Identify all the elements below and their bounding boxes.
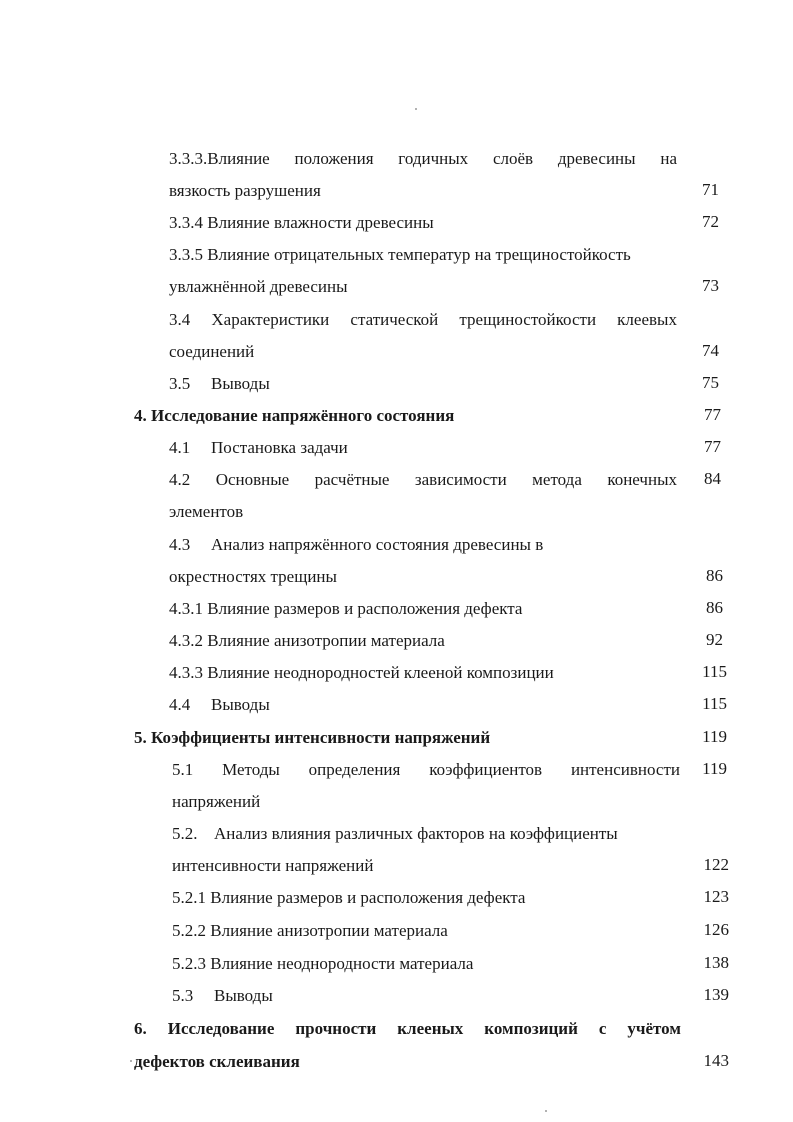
toc-page-number: 84 (704, 469, 721, 488)
toc-entry-text: интенсивности напряжений (172, 856, 374, 875)
toc-word: определения (308, 760, 401, 779)
toc-entry-3-5: Выводы (211, 374, 270, 393)
toc-entry-text: элементов (169, 502, 244, 521)
toc-page-number: 77 (704, 437, 721, 456)
toc-entry-5-2-3: 5.2.3 Влияние неоднородности материала (172, 954, 474, 973)
toc-entry-5-2-2: 5.2.2 Влияние анизотропии материала (172, 921, 448, 940)
toc-entry-5-2-1: 5.2.1 Влияние размеров и расположения дефекта (172, 888, 526, 907)
toc-page-number: 119 (702, 759, 727, 778)
toc-entry-number: 4.3 (169, 535, 191, 554)
toc-page-number: 71 (702, 180, 719, 199)
toc-page-number: 72 (702, 212, 719, 231)
toc-chapter-6 (134, 1018, 681, 1040)
toc-entry-5-1 (172, 759, 680, 781)
scan-speck (545, 1110, 547, 1112)
toc-word: интенсивности (570, 760, 680, 779)
toc-word: Методы (222, 760, 280, 779)
toc-page-number: 119 (702, 727, 727, 746)
toc-entry-3-3-5: 3.3.5 Влияние отрицательных температур на трещиностойкость (169, 245, 631, 264)
toc-entry-number: 3.5 (169, 374, 191, 393)
toc-word: клееных (397, 1019, 464, 1038)
toc-page-number: 123 (703, 887, 729, 906)
toc-word: с (598, 1019, 607, 1038)
toc-entry-text: вязкость разрушения (169, 181, 321, 200)
toc-entry-text: напряжений (172, 792, 261, 811)
toc-page-number: 126 (703, 920, 729, 939)
toc-page-number: 115 (702, 694, 727, 713)
toc-entry-3-3-4: 3.3.4 Влияние влажности древесины (169, 213, 434, 232)
toc-word: клеевых (617, 310, 677, 329)
toc-entry-number: 5.3 (172, 986, 194, 1005)
toc-word: статической (350, 310, 439, 329)
toc-word: зависимости (414, 470, 507, 489)
toc-page-number: 122 (703, 855, 729, 874)
toc-entry-5-2: Анализ влияния различных факторов на коэффициенты (214, 824, 618, 843)
toc-entry-4-3: Анализ напряжённого состояния древесины в (211, 535, 544, 554)
toc-word: слоёв (492, 149, 534, 168)
toc-word: 4.2 (169, 470, 191, 489)
toc-entry-text: окрестностях трещины (169, 567, 337, 586)
toc-word: композиций (484, 1019, 578, 1038)
toc-page-number: 77 (704, 405, 721, 424)
toc-word: коэффициентов (429, 760, 543, 779)
toc-word: расчётные (314, 470, 390, 489)
toc-chapter-4: 4. Исследование напряжённого состояния (134, 406, 455, 425)
toc-entry-4-3-2: 4.3.2 Влияние анизотропии материала (169, 631, 445, 650)
toc-entry-4-3-1: 4.3.1 Влияние размеров и расположения дефекта (169, 599, 523, 618)
toc-entry-text: увлажнённой древесины (169, 277, 348, 296)
toc-word: учётом (627, 1019, 681, 1038)
toc-page-number: 86 (706, 598, 723, 617)
toc-entry-4-3-3: 4.3.3 Влияние неоднородностей клееной композиции (169, 663, 554, 682)
toc-entry-number: 5.2. (172, 824, 198, 843)
toc-page-number: 138 (703, 953, 729, 972)
toc-entry-4-4: Выводы (211, 695, 270, 714)
toc-page-number: 92 (706, 630, 723, 649)
toc-word: Характеристики (211, 310, 330, 329)
toc-entry-text: дефектов склеивания (134, 1052, 300, 1071)
toc-word: Основные (215, 470, 290, 489)
toc-word: прочности (295, 1019, 377, 1038)
toc-page-number: 143 (703, 1051, 729, 1070)
toc-word: конечных (607, 470, 677, 489)
toc-chapter-5: 5. Коэффициенты интенсивности напряжений (134, 728, 491, 747)
toc-word: на (660, 149, 677, 168)
toc-entry-number: 4.1 (169, 438, 191, 457)
toc-word: древесины (557, 149, 636, 168)
scan-speck (130, 1060, 132, 1062)
toc-page-number: 139 (703, 985, 729, 1004)
toc-word: 3.3.3.Влияние (169, 149, 270, 168)
toc-word: положения (294, 149, 374, 168)
toc-entry-text: соединений (169, 342, 255, 361)
toc-word: 3.4 (169, 310, 191, 329)
toc-word: 6. (134, 1019, 147, 1038)
toc-page-number: 115 (702, 662, 727, 681)
toc-page-number: 86 (706, 566, 723, 585)
toc-entry-number: 4.4 (169, 695, 191, 714)
toc-entry-3-4 (169, 309, 677, 331)
toc-word: годичных (398, 149, 469, 168)
toc-word: метода (532, 470, 582, 489)
toc-word: Исследование (167, 1019, 275, 1038)
toc-entry-4-2 (169, 469, 677, 491)
toc-entry-4-1: Постановка задачи (211, 438, 348, 457)
toc-entry-3-3-3 (169, 148, 677, 170)
toc-page-number: 73 (702, 276, 719, 295)
toc-entry-5-3: Выводы (214, 986, 273, 1005)
toc-word: 5.1 (172, 760, 194, 779)
toc-page-number: 74 (702, 341, 719, 360)
scan-speck (415, 108, 417, 110)
toc-word: трещиностойкости (459, 310, 597, 329)
toc-page-number: 75 (702, 373, 719, 392)
